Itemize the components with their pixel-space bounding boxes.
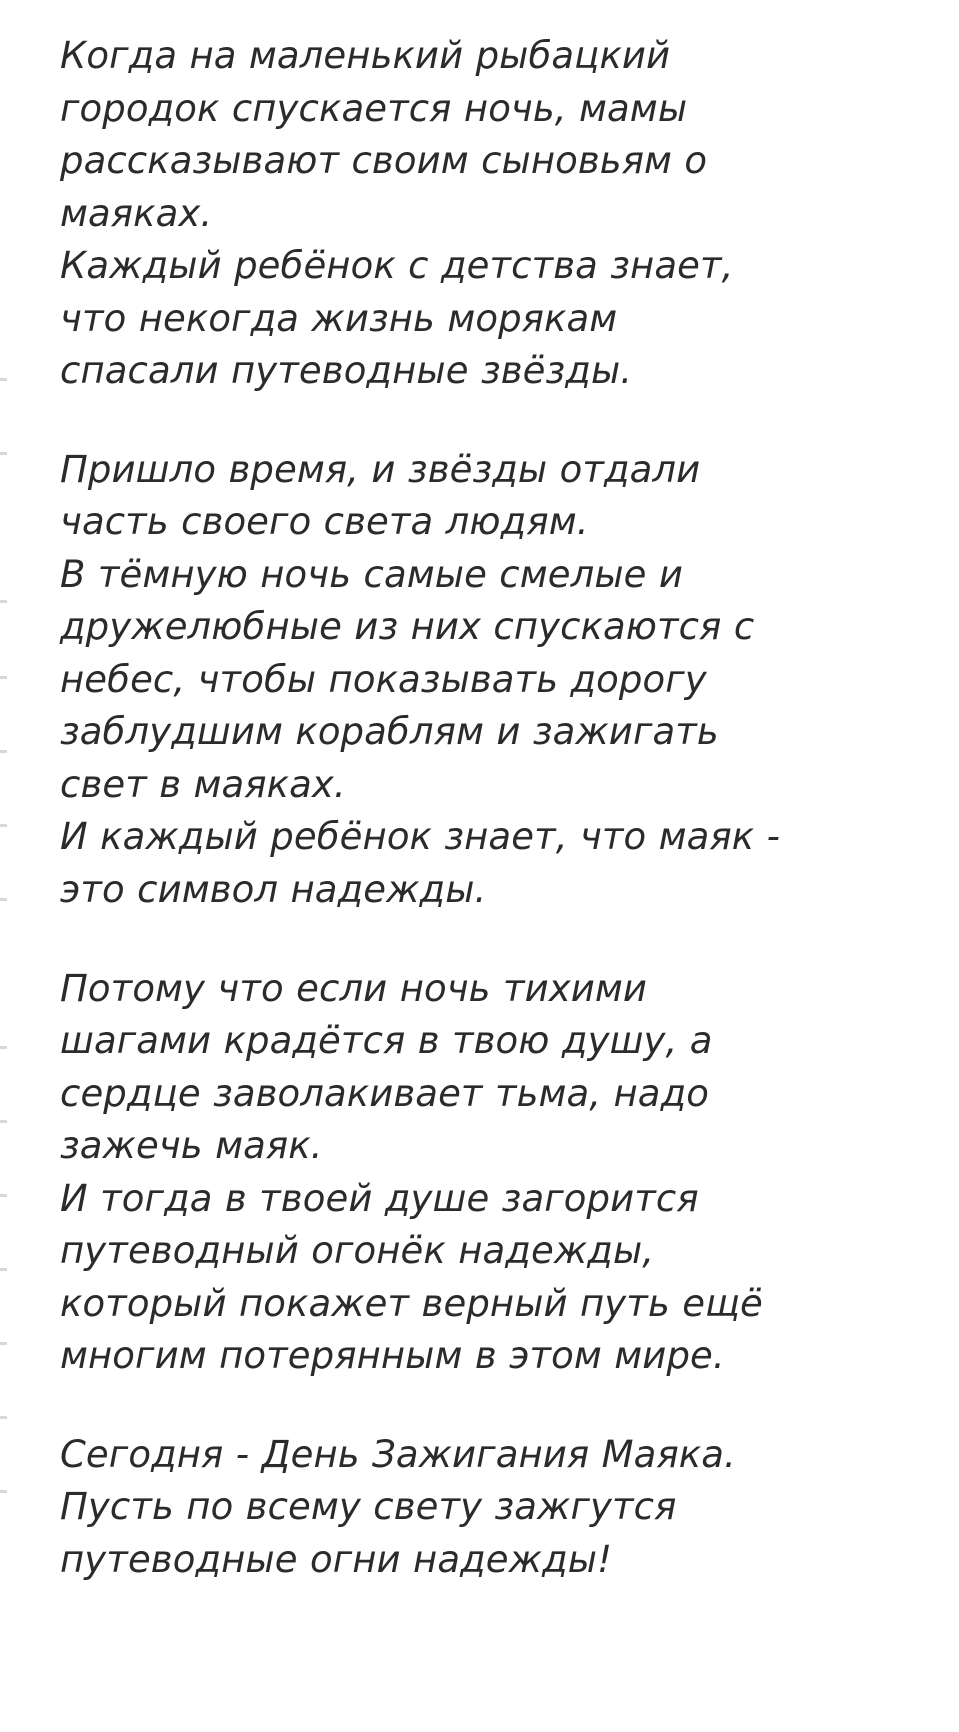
text-line: маяках. bbox=[60, 191, 213, 235]
text-line: рассказывают своим сыновьям о bbox=[60, 139, 708, 183]
text-line: который покажет верный путь ещё bbox=[60, 1281, 763, 1325]
text-line: многим потерянным в этом мире. bbox=[60, 1334, 725, 1378]
text-line: сердце заволакивает тьма, надо bbox=[60, 1071, 710, 1115]
text-line: что некогда жизнь морякам bbox=[60, 296, 618, 340]
text-line: свет в маяках. bbox=[60, 762, 346, 806]
text-line: это символ надежды. bbox=[60, 867, 487, 911]
text-line: спасали путеводные звёзды. bbox=[60, 349, 633, 393]
text-line: часть своего света людям. bbox=[60, 500, 589, 544]
story-text bbox=[60, 30, 860, 1586]
text-line: И тогда в твоей душе загорится bbox=[60, 1176, 699, 1220]
text-line: Пусть по всему свету зажгутся bbox=[60, 1485, 677, 1529]
text-line: небес, чтобы показывать дорогу bbox=[60, 657, 707, 701]
paragraph-3 bbox=[60, 963, 860, 1383]
text-line: зажечь маяк. bbox=[60, 1124, 323, 1168]
text-line: путеводные огни надежды! bbox=[60, 1537, 613, 1581]
text-line: Потому что если ночь тихими bbox=[60, 966, 648, 1010]
text-line: И каждый ребёнок знает, что маяк - bbox=[60, 815, 781, 859]
page-edge-artifacts bbox=[0, 0, 10, 1732]
text-line: путеводный огонёк надежды, bbox=[60, 1229, 655, 1273]
text-line: Каждый ребёнок с детства знает, bbox=[60, 244, 734, 288]
paragraph-1 bbox=[60, 30, 860, 398]
text-line: дружелюбные из них спускаются с bbox=[60, 605, 755, 649]
text-line: заблудшим кораблям и зажигать bbox=[60, 710, 719, 754]
text-line: В тёмную ночь самые смелые и bbox=[60, 552, 684, 596]
text-line: городок спускается ночь, мамы bbox=[60, 86, 688, 130]
paragraph-4 bbox=[60, 1429, 860, 1587]
text-line: Когда на маленький рыбацкий bbox=[60, 34, 671, 77]
paragraph-2 bbox=[60, 444, 860, 917]
text-line: Сегодня - День Зажигания Маяка. bbox=[60, 1432, 736, 1476]
text-line: шагами крадётся в твою душу, а bbox=[60, 1019, 713, 1063]
text-line: Пришло время, и звёзды отдали bbox=[60, 447, 701, 491]
